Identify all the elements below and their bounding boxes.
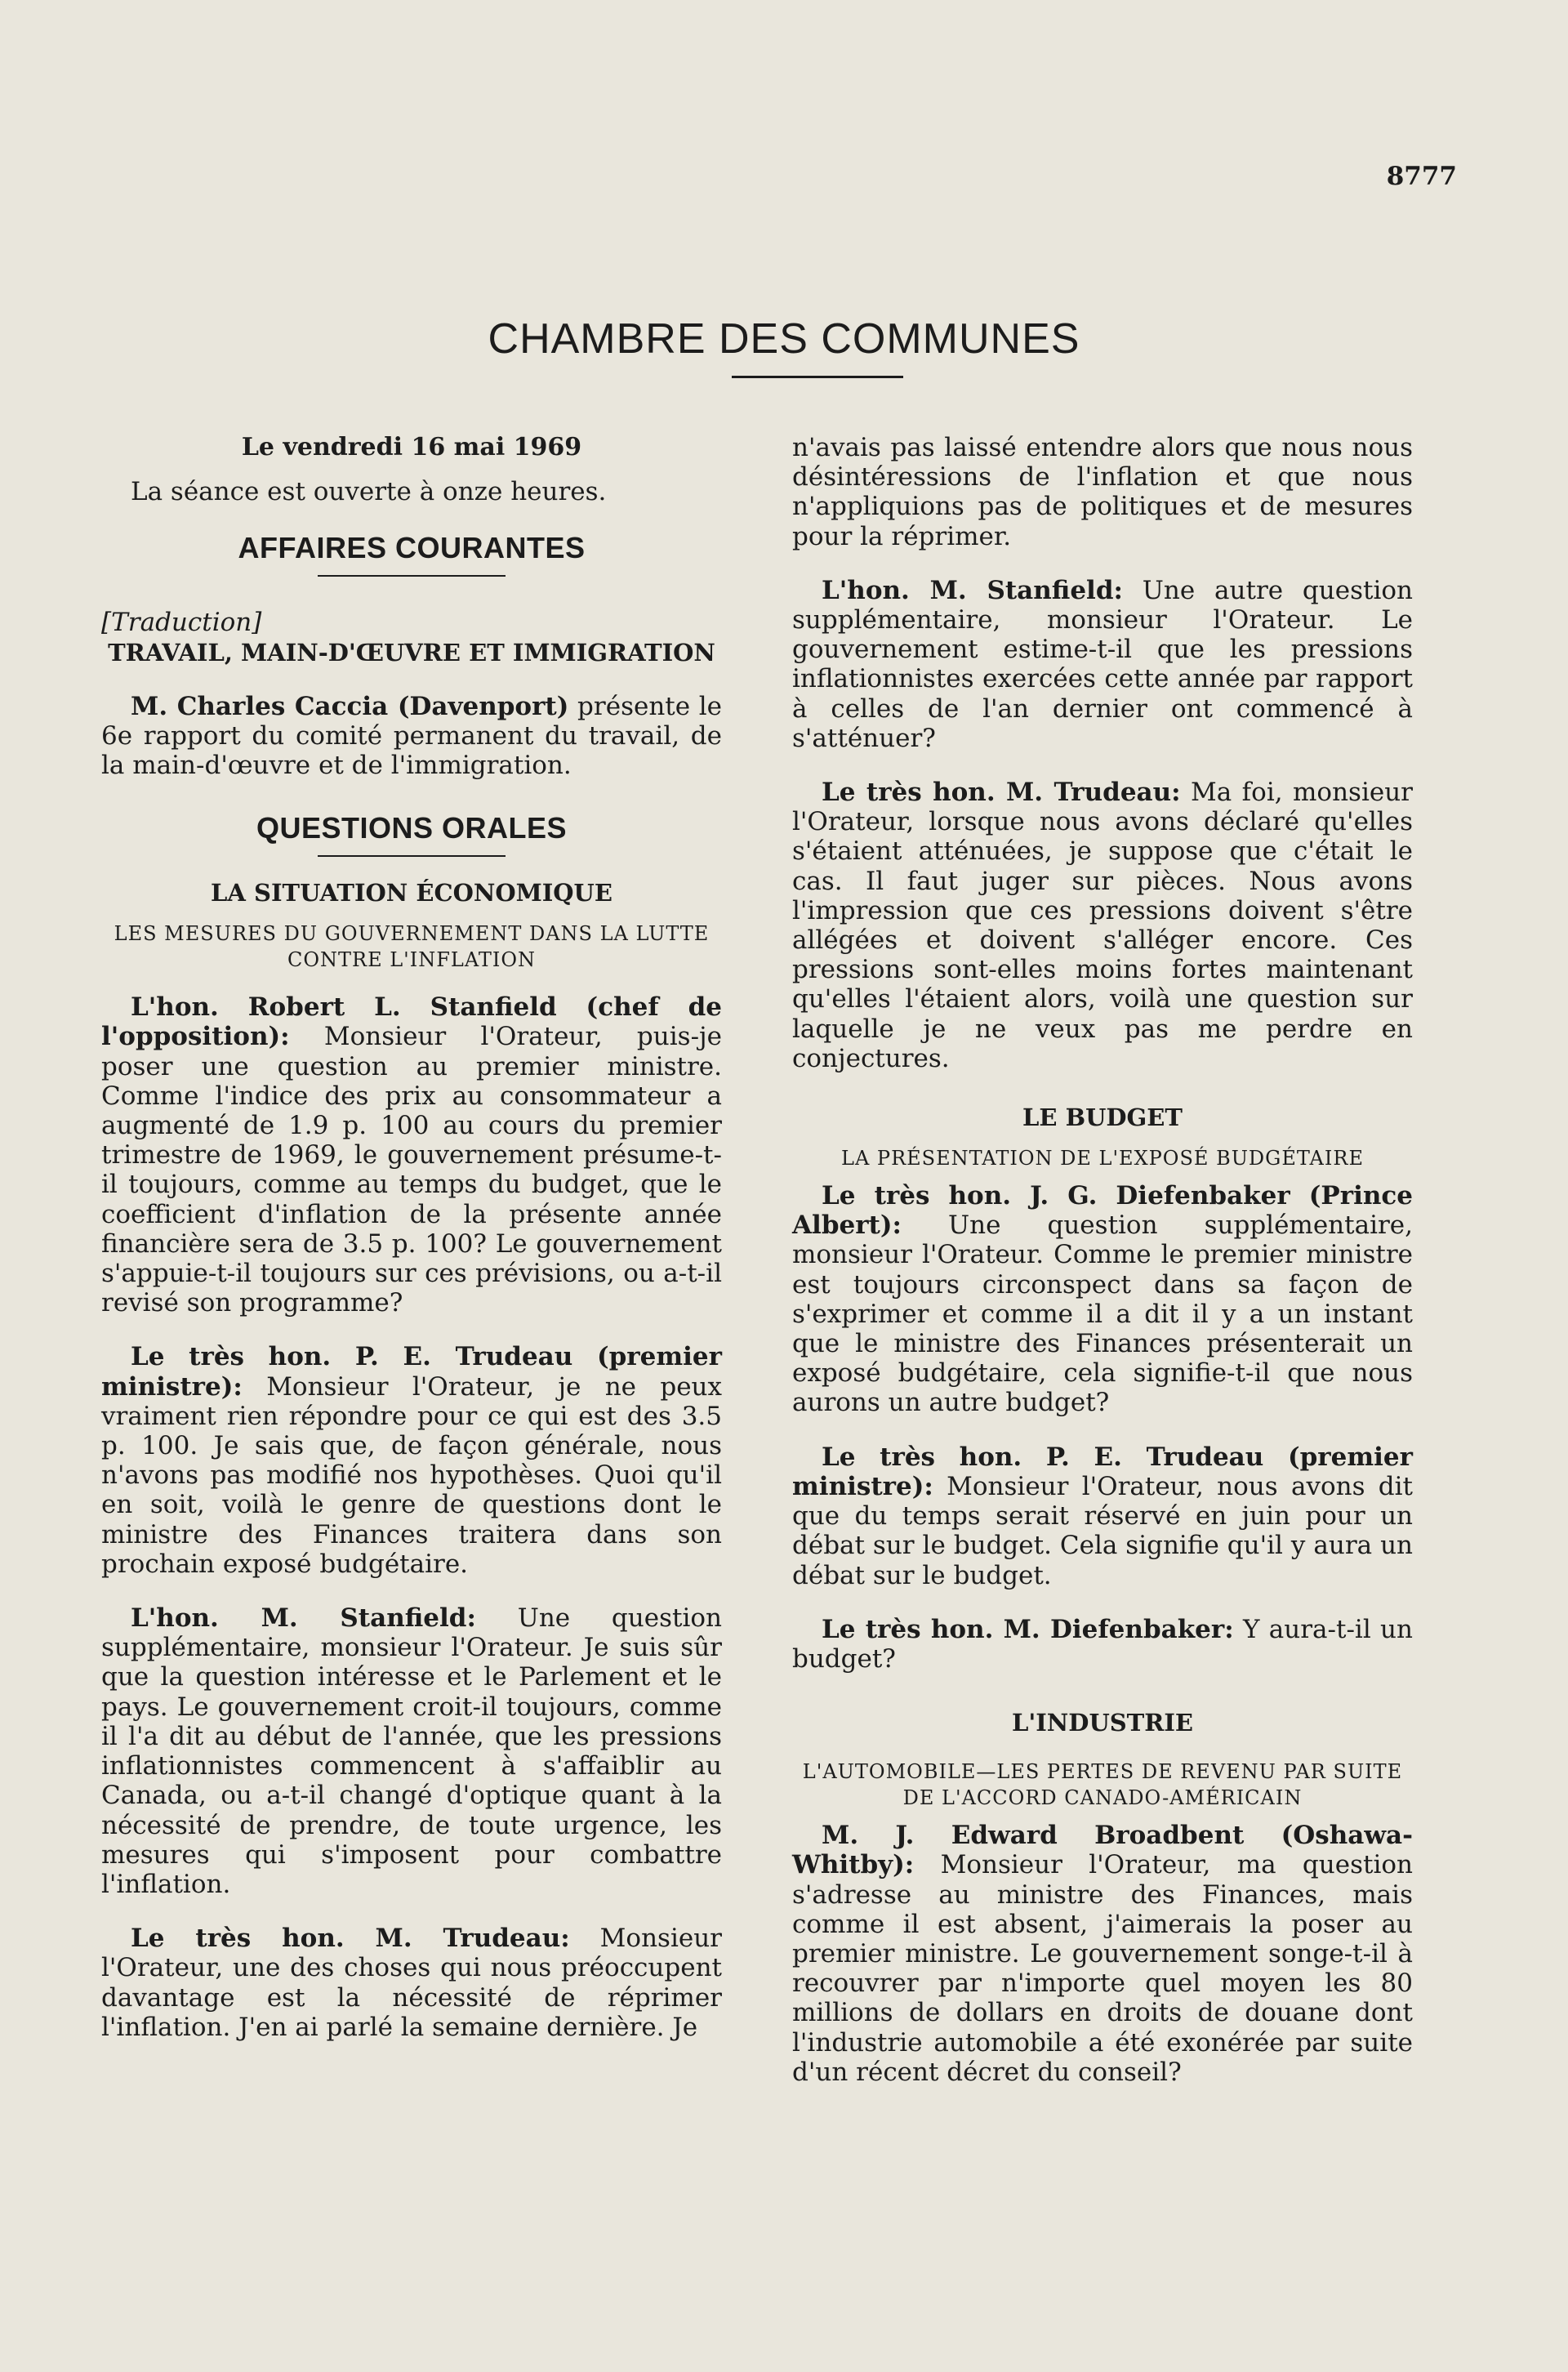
speaker-name: Le très hon. M. Trudeau: <box>131 1924 570 1954</box>
speech-continuation: n'avais pas laissé entendre alors que nous nous désintéressions de l'inflation et que nous n'appliquions pas de politiques et de mesures pour la réprimer. <box>792 433 1413 551</box>
speech-trudeau-2 <box>101 1924 722 2042</box>
opening-statement: La séance est ouverte à onze heures. <box>131 477 607 507</box>
speaker-name: Le très hon. P. E. Trudeau (premier ministre): <box>101 1342 722 1402</box>
speech-text: Monsieur l'Orateur, je ne peux vraiment rien répondre pour ce qui est des 3.5 p. 100. Je sais que, de façon générale, nous n'avons pas modifié nos hypothèses. Quoi qu'il en soit, voilà le genre de questions dont le ministre des Finances traitera dans son prochain exposé budgétaire. <box>101 1371 722 1579</box>
translation-note: [Traduction] <box>101 608 262 638</box>
speaker-name: Le très hon. J. G. Diefenbaker (Prince Albert): <box>792 1181 1413 1241</box>
speaker-name: L'hon. M. Stanfield: <box>131 1603 476 1634</box>
speech-caccia <box>101 692 722 781</box>
left-column <box>101 433 722 2042</box>
sitting-date: Le vendredi 16 mai 1969 <box>241 433 582 461</box>
speech-text: Une autre question supplémentaire, monsieur l'Orateur. Le gouvernement estime-t-il que les pressions inflationnistes exercées cette année par rapport à celles de l'an dernier ont commencé à s'atténuer? <box>792 575 1413 753</box>
section-divider <box>318 855 506 857</box>
page-number: 8777 <box>1386 162 1457 191</box>
speech-text: Monsieur l'Orateur, une des choses qui nous préoccupent davantage est la nécessité de réprimer l'inflation. J'en ai parlé la semaine dernière. Je <box>101 1924 722 2042</box>
speech-stanfield-1 <box>101 992 722 1318</box>
subheading-mesures: LES MESURES DU GOUVERNEMENT DANS LA LUTTE CONTRE L'INFLATION <box>114 922 710 972</box>
right-column <box>792 433 1413 2087</box>
heading-travail: TRAVAIL, MAIN-D'ŒUVRE ET IMMIGRATION <box>108 638 715 667</box>
speech-trudeau-3 <box>792 778 1413 1073</box>
speaker-name: L'hon. Robert L. Stanfield (chef de l'opposition): <box>101 992 722 1052</box>
subheading-automobile: L'AUTOMOBILE—LES PERTES DE REVENU PAR SUITE DE L'ACCORD CANADO-AMÉRICAIN <box>802 1760 1403 1810</box>
speech-diefenbaker-1 <box>792 1181 1413 1418</box>
speech-stanfield-2 <box>101 1603 722 1899</box>
speech-text: Monsieur l'Orateur, nous avons dit que du temps serait réservé en juin pour un débat sur le budget. Cela signifie qu'il y aura un débat sur le budget. <box>792 1471 1413 1590</box>
speaker-name: Le très hon. M. Trudeau: <box>822 778 1181 808</box>
speech-text: Monsieur l'Orateur, puis-je poser une question au premier ministre. Comme l'indice des prix au consommateur a augmenté de 1.9 p. 100 au cours du premier trimestre de 1969, le gouvernement présume-t-il toujours, comme au temps du budget, que le coefficient d'inflation de la présente année financière sera de 3.5 p. 100? Le gouvernement s'appuie-t-il toujours sur ces prévisions, ou a-t-il revisé son programme? <box>101 1022 722 1318</box>
chamber-title: CHAMBRE DES COMMUNES <box>488 314 1080 363</box>
speech-text: Monsieur l'Orateur, ma question s'adresse au ministre des Finances, mais comme il est absent, j'aimerais la poser au premier ministre. Le gouvernement songe-t-il à recouvrer par n'importe quel moyen les 80 millions de dollars en droits de douane dont l'industrie automobile a été exonérée par suite d'un récent décret du conseil? <box>792 1850 1413 2087</box>
heading-le-budget: LE BUDGET <box>1022 1104 1183 1132</box>
subheading-presentation: LA PRÉSENTATION DE L'EXPOSÉ BUDGÉTAIRE <box>841 1147 1364 1170</box>
heading-situation-economique: LA SITUATION ÉCONOMIQUE <box>211 879 612 907</box>
speech-broadbent <box>792 1821 1413 2087</box>
title-divider <box>732 376 903 378</box>
heading-affaires-courantes: AFFAIRES COURANTES <box>238 531 586 565</box>
speech-text: Une question supplémentaire, monsieur l'Orateur. Comme le premier ministre est toujours circonspect dans sa façon de s'exprimer et comme il a dit il y a un instant que le ministre des Finances présenterait un exposé budgétaire, cela signifie-t-il que nous aurons un autre budget? <box>792 1211 1413 1418</box>
speech-trudeau-1 <box>101 1342 722 1579</box>
speaker-name: M. J. Edward Broadbent (Oshawa-Whitby): <box>792 1821 1413 1880</box>
speech-text: Y aura-t-il un budget? <box>792 1614 1413 1674</box>
heading-industrie: L'INDUSTRIE <box>1011 1709 1194 1737</box>
speaker-name: Le très hon. M. Diefenbaker: <box>822 1614 1234 1644</box>
speech-text: Une question supplémentaire, monsieur l'Orateur. Je suis sûr que la question intéresse et le Parlement et le pays. Le gouvernement croit-il toujours, comme il l'a dit au début de l'année, que les pressions inflationnistes commencent à s'affaiblir au Canada, ou a-t-il changé d'optique quant à la nécessité de prendre, de toute urgence, les mesures qui s'imposent pour combattre l'inflation. <box>101 1603 722 1899</box>
speech-text: Ma foi, monsieur l'Orateur, lorsque nous avons déclaré qu'elles s'étaient atténuées, je suppose que c'était le cas. Il faut juger sur pièces. Nous avons l'impression que ces pressions doivent s'être allégées et doivent s'alléger encore. Ces pressions sont-elles moins fortes maintenant qu'elles l'étaient alors, voilà une question sur laquelle je ne veux pas me perdre en conjectures. <box>792 778 1413 1073</box>
speaker-name: Le très hon. P. E. Trudeau (premier ministre): <box>792 1442 1413 1501</box>
speaker-name: L'hon. M. Stanfield: <box>822 575 1123 605</box>
speech-diefenbaker-2 <box>792 1615 1413 1674</box>
speech-stanfield-3 <box>792 576 1413 753</box>
speaker-name: M. Charles Caccia (Davenport) <box>131 691 569 721</box>
section-divider <box>318 575 506 577</box>
heading-questions-orales: QUESTIONS ORALES <box>256 811 568 845</box>
speech-trudeau-4 <box>792 1442 1413 1590</box>
speech-text: présente le 6e rapport du comité permanent du travail, de la main-d'œuvre et de l'immigration. <box>101 691 722 781</box>
